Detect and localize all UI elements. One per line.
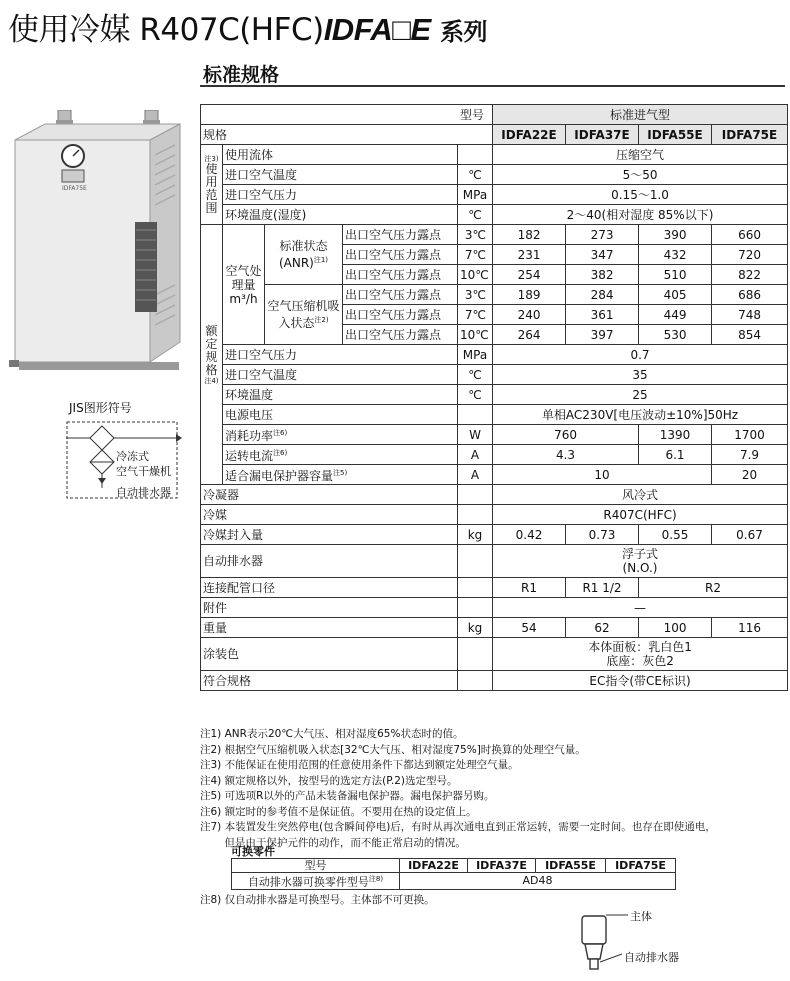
table-cell: 1700 bbox=[712, 425, 788, 445]
table-cell: 0.67 bbox=[712, 525, 788, 545]
row-label: 进口空气压力 bbox=[223, 185, 458, 205]
parts-type-label: 型号 bbox=[232, 859, 400, 873]
table-cell: 0.42 bbox=[493, 525, 566, 545]
parts-row-label: 自动排水器可换零件型号$^{注8)}$ bbox=[232, 873, 400, 890]
row-value: 本体面板：乳白色1 底座：灰色2 bbox=[493, 638, 788, 671]
row-value: EC指令(带CE标识) bbox=[493, 671, 788, 691]
model-header: IDFA22E bbox=[493, 125, 566, 145]
table-cell: 1390 bbox=[639, 425, 712, 445]
table-cell: 660 bbox=[712, 225, 788, 245]
jis-label: JIS图形符号 bbox=[69, 401, 132, 415]
table-cell: 854 bbox=[712, 325, 788, 345]
dew-temp: 7℃ bbox=[458, 245, 493, 265]
spec-table bbox=[200, 104, 788, 691]
table-cell: 449 bbox=[639, 305, 712, 325]
parts-table bbox=[231, 858, 676, 890]
notes bbox=[200, 727, 788, 851]
note-line: 注5) 可选项R以外的产品未装备漏电保护器。漏电保护器另购。 bbox=[200, 790, 495, 802]
table-cell: 62 bbox=[566, 618, 639, 638]
note-8: 注8) 仅自动排水器是可换型号。主体部不可更换。 bbox=[200, 894, 435, 906]
table-cell: 189 bbox=[493, 285, 566, 305]
section-rule bbox=[200, 85, 785, 87]
parts-value: AD48 bbox=[400, 873, 676, 890]
row-label: 自动排水器 bbox=[201, 545, 458, 578]
row-value: 2～40(相对湿度 85%以下) bbox=[493, 205, 788, 225]
table-cell: 7.9 bbox=[712, 445, 788, 465]
row-value: 单相AC230V[电压波动±10%]50Hz bbox=[493, 405, 788, 425]
unit-cell: ℃ bbox=[458, 205, 493, 225]
model-header: IDFA37E bbox=[566, 125, 639, 145]
row-value: 25 bbox=[493, 385, 788, 405]
drain-label: 自动排水器 bbox=[624, 951, 679, 964]
row-label: 进口空气温度 bbox=[223, 365, 458, 385]
row-label: 重量 bbox=[201, 618, 458, 638]
jis-text-1: 冷冻式 bbox=[116, 450, 149, 463]
spec-label: 规格 bbox=[201, 125, 493, 145]
row-value: R407C(HFC) bbox=[493, 505, 788, 525]
std-label: 标准状态(ANR)$^{注1)}$ bbox=[265, 225, 343, 285]
row-label: 环境温度 bbox=[223, 385, 458, 405]
rated-group: 额定规格 注4) bbox=[201, 225, 223, 485]
note-line: 注2) 根据空气压缩机吸入状态[32℃大气压、相对湿度75%]时换算的处理空气量。 bbox=[200, 743, 586, 756]
row-value: — bbox=[493, 598, 788, 618]
page-title bbox=[8, 4, 487, 49]
row-label: 进口空气压力 bbox=[223, 345, 458, 365]
table-cell: 405 bbox=[639, 285, 712, 305]
unit-cell: MPa bbox=[458, 185, 493, 205]
model-header: IDFA55E bbox=[639, 125, 712, 145]
note-line: 注6) 额定时的参考值不是保证值。不要用在热的设定值上。 bbox=[200, 805, 477, 818]
row-label: 冷凝器 bbox=[201, 485, 458, 505]
row-value: 0.15～1.0 bbox=[493, 185, 788, 205]
table-cell: R1 1/2 bbox=[566, 578, 639, 598]
unit-cell: A bbox=[458, 445, 493, 465]
note-line: 注1) ANR表示20℃大气压、相对湿度65%状态时的值。 bbox=[200, 728, 464, 740]
capacity-label: 空气处理量 m³/h bbox=[223, 225, 265, 345]
row-label: 电源电压 bbox=[223, 405, 458, 425]
range-group: 注3) 使用范围 bbox=[201, 145, 223, 225]
dew-label: 出口空气压力露点 bbox=[343, 245, 458, 265]
note-line: 但是由于保护元件的动作，而不能正常启动的情况。 bbox=[200, 836, 466, 849]
note-line: 注7) 本装置发生突然停电(包含瞬间停电)后，有时从再次通电直到正常运转，需要一定时间。也存在即使通电， bbox=[200, 821, 716, 833]
note-line: 注4) 额定规格以外，按型号的选定方法(P.2)选定型号。 bbox=[200, 774, 458, 787]
table-cell: 720 bbox=[712, 245, 788, 265]
dew-label: 出口空气压力露点 bbox=[343, 305, 458, 325]
table-cell: 748 bbox=[712, 305, 788, 325]
table-cell: 361 bbox=[566, 305, 639, 325]
table-cell: 347 bbox=[566, 245, 639, 265]
table-cell: 10 bbox=[493, 465, 712, 485]
parts-model: IDFA22E bbox=[400, 859, 468, 873]
table-cell: 6.1 bbox=[639, 445, 712, 465]
dew-label: 出口空气压力露点 bbox=[343, 285, 458, 305]
note-line: 注3) 不能保证在使用范围的任意使用条件下都达到额定处理空气量。 bbox=[200, 759, 519, 771]
table-cell: 240 bbox=[493, 305, 566, 325]
row-label: 附件 bbox=[201, 598, 458, 618]
dew-temp: 10℃ bbox=[458, 265, 493, 285]
title-prefix: 使用冷媒 R407C(HFC) bbox=[8, 12, 324, 48]
body-label: 主体 bbox=[630, 910, 652, 923]
table-cell: 530 bbox=[639, 325, 712, 345]
unit-cell: kg bbox=[458, 525, 493, 545]
table-cell: 397 bbox=[566, 325, 639, 345]
unit-cell: W bbox=[458, 425, 493, 445]
dryer-illustration bbox=[5, 110, 190, 392]
table-cell: 20 bbox=[712, 465, 788, 485]
unit-cell: ℃ bbox=[458, 385, 493, 405]
unit-cell: ℃ bbox=[458, 365, 493, 385]
dew-label: 出口空气压力露点 bbox=[343, 265, 458, 285]
row-value: 0.7 bbox=[493, 345, 788, 365]
table-cell: 686 bbox=[712, 285, 788, 305]
row-label: 冷媒封入量 bbox=[201, 525, 458, 545]
dryer-model-label: IDFA75E bbox=[62, 185, 87, 192]
table-cell: R2 bbox=[639, 578, 788, 598]
row-value: 浮子式 (N.O.) bbox=[493, 545, 788, 578]
dew-temp: 7℃ bbox=[458, 305, 493, 325]
unit-cell: MPa bbox=[458, 345, 493, 365]
table-cell: 284 bbox=[566, 285, 639, 305]
table-cell: 0.55 bbox=[639, 525, 712, 545]
table-cell: 116 bbox=[712, 618, 788, 638]
model-header: IDFA75E bbox=[712, 125, 788, 145]
comp-label: 空气压缩机吸入状态$^{注2)}$ bbox=[265, 285, 343, 345]
table-cell: 264 bbox=[493, 325, 566, 345]
dew-temp: 10℃ bbox=[458, 325, 493, 345]
dew-temp: 3℃ bbox=[458, 225, 493, 245]
row-label: 运转电流$^{注6)}$ bbox=[223, 445, 458, 465]
table-cell: 254 bbox=[493, 265, 566, 285]
unit-cell: A bbox=[458, 465, 493, 485]
jis-text-3: 自动排水器 bbox=[116, 486, 171, 499]
row-label: 连接配管口径 bbox=[201, 578, 458, 598]
table-cell: R1 bbox=[493, 578, 566, 598]
row-label: 进口空气温度 bbox=[223, 165, 458, 185]
section-title: 标准规格 bbox=[203, 64, 280, 86]
parts-model: IDFA75E bbox=[606, 859, 676, 873]
jis-text-2: 空气干燥机 bbox=[116, 465, 171, 478]
row-label: 消耗功率$^{注6)}$ bbox=[223, 425, 458, 445]
table-cell: 382 bbox=[566, 265, 639, 285]
table-cell: 231 bbox=[493, 245, 566, 265]
type-header: 标准进气型 bbox=[493, 105, 788, 125]
row-value: 风冷式 bbox=[493, 485, 788, 505]
type-label: 型号 bbox=[201, 105, 493, 125]
unit-cell: kg bbox=[458, 618, 493, 638]
table-cell: 0.73 bbox=[566, 525, 639, 545]
table-cell: 760 bbox=[493, 425, 639, 445]
row-label: 适合漏电保护器容量$^{注5)}$ bbox=[223, 465, 458, 485]
table-cell: 54 bbox=[493, 618, 566, 638]
parts-model: IDFA55E bbox=[536, 859, 606, 873]
title-series: 系列 bbox=[440, 18, 488, 46]
row-label: 环境温度(湿度) bbox=[223, 205, 458, 225]
row-value: 压缩空气 bbox=[493, 145, 788, 165]
row-label: 使用流体 bbox=[223, 145, 458, 165]
row-label: 符合规格 bbox=[201, 671, 458, 691]
row-label: 涂装色 bbox=[201, 638, 458, 671]
table-cell: 182 bbox=[493, 225, 566, 245]
parts-model: IDFA37E bbox=[468, 859, 536, 873]
table-cell: 4.3 bbox=[493, 445, 639, 465]
dew-label: 出口空气压力露点 bbox=[343, 225, 458, 245]
table-cell: 432 bbox=[639, 245, 712, 265]
title-model: IDFA□E bbox=[323, 12, 431, 47]
dew-label: 出口空气压力露点 bbox=[343, 325, 458, 345]
table-cell: 100 bbox=[639, 618, 712, 638]
row-value: 5～50 bbox=[493, 165, 788, 185]
table-cell: 390 bbox=[639, 225, 712, 245]
dew-temp: 3℃ bbox=[458, 285, 493, 305]
table-cell: 510 bbox=[639, 265, 712, 285]
unit-cell: ℃ bbox=[458, 165, 493, 185]
row-value: 35 bbox=[493, 365, 788, 385]
parts-title: 可换零件 bbox=[231, 845, 275, 858]
table-cell: 273 bbox=[566, 225, 639, 245]
table-cell: 822 bbox=[712, 265, 788, 285]
row-label: 冷媒 bbox=[201, 505, 458, 525]
